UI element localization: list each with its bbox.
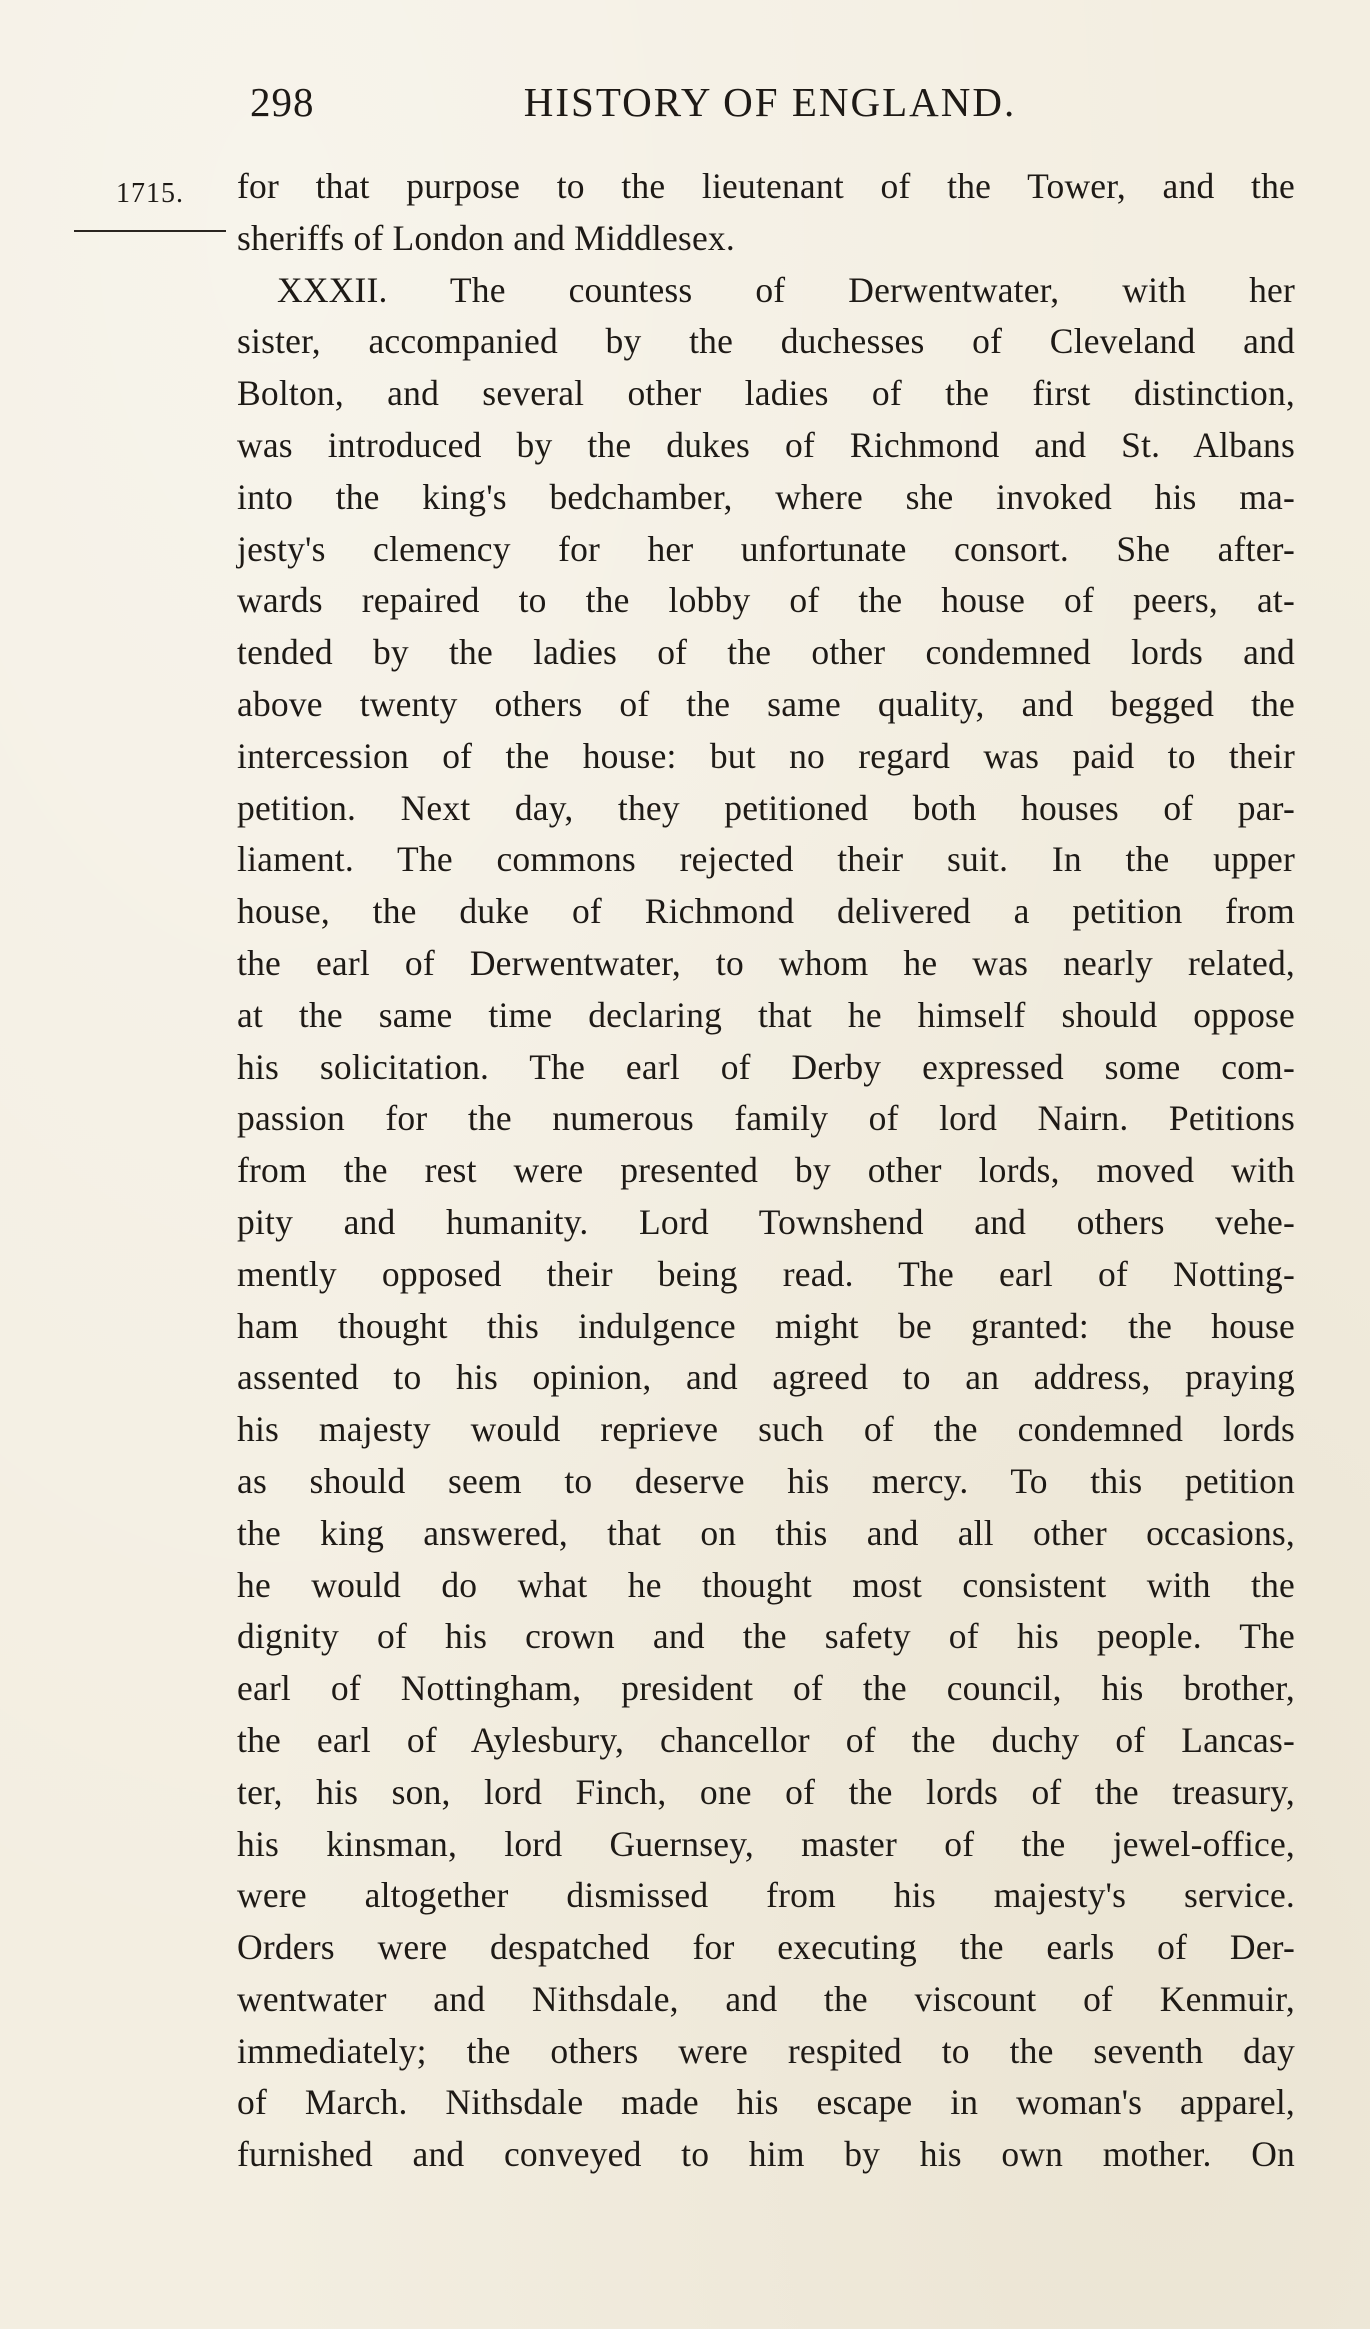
text-line: he would do what he thought most consistent with the bbox=[237, 1564, 1295, 1605]
text-line: from the rest were presented by other lords, moved with bbox=[237, 1150, 1295, 1191]
text-line: immediately; the others were respited to the seventh day bbox=[237, 2030, 1295, 2071]
text-line: house, the duke of Richmond delivered a petition from bbox=[237, 891, 1295, 932]
text-line: assented to his opinion, and agreed to an address, praying bbox=[237, 1357, 1295, 1398]
text-line: above twenty others of the same quality, and begged the bbox=[237, 683, 1295, 724]
text-line: sister, accompanied by the duchesses of Cleveland and bbox=[237, 321, 1295, 362]
text-line: earl of Nottingham, president of the council, his brother, bbox=[237, 1668, 1295, 1709]
text-line: the earl of Derwentwater, to whom he was nearly related, bbox=[237, 942, 1295, 983]
text-line: was introduced by the dukes of Richmond and St. Albans bbox=[237, 424, 1295, 465]
text-line: furnished and conveyed to him by his own mother. On bbox=[237, 2134, 1295, 2175]
margin-rule bbox=[74, 230, 226, 232]
body-text bbox=[237, 161, 1295, 2181]
text-line: dignity of his crown and the safety of his people. The bbox=[237, 1616, 1295, 1657]
text-line: ham thought this indulgence might be granted: the house bbox=[237, 1305, 1295, 1346]
running-head bbox=[240, 78, 1300, 138]
text-line: liament. The commons rejected their suit. In the upper bbox=[237, 839, 1295, 880]
text-line: wentwater and Nithsdale, and the viscount of Kenmuir, bbox=[237, 1978, 1295, 2019]
text-line: petition. Next day, they petitioned both houses of par- bbox=[237, 787, 1295, 828]
text-line: pity and humanity. Lord Townshend and others vehe- bbox=[237, 1201, 1295, 1242]
text-line: jesty's clemency for her unfortunate consort. She after- bbox=[237, 528, 1295, 569]
text-line: for that purpose to the lieutenant of the Tower, and the bbox=[237, 166, 1295, 206]
text-line: Bolton, and several other ladies of the first distinction, bbox=[237, 373, 1295, 414]
text-line: sheriffs of London and Middlesex. bbox=[237, 217, 735, 258]
text-line: were altogether dismissed from his majesty's service. bbox=[237, 1875, 1295, 1916]
text-line: the king answered, that on this and all other occasions, bbox=[237, 1512, 1295, 1553]
page-number: 298 bbox=[250, 79, 315, 125]
text-line: his majesty would reprieve such of the condemned lords bbox=[237, 1409, 1295, 1450]
text-line: at the same time declaring that he himself should oppose bbox=[237, 994, 1295, 1035]
text-line: his kinsman, lord Guernsey, master of the jewel-office, bbox=[237, 1823, 1295, 1864]
text-line: mently opposed their being read. The earl of Notting- bbox=[237, 1253, 1295, 1294]
text-line: the earl of Aylesbury, chancellor of the duchy of Lancas- bbox=[237, 1719, 1295, 1760]
text-line: of March. Nithsdale made his escape in woman's apparel, bbox=[237, 2082, 1295, 2123]
text-line: Orders were despatched for executing the earls of Der- bbox=[237, 1927, 1295, 1968]
running-title: HISTORY OF ENGLAND. bbox=[523, 79, 1017, 125]
text-line: passion for the numerous family of lord Nairn. Petitions bbox=[237, 1098, 1295, 1139]
text-line: wards repaired to the lobby of the house of peers, at- bbox=[237, 580, 1295, 621]
text-line: XXXII. The countess of Derwentwater, with her bbox=[277, 269, 1295, 310]
text-line: into the king's bedchamber, where she invoked his ma- bbox=[237, 476, 1295, 517]
text-line: tended by the ladies of the other condemned lords and bbox=[237, 632, 1295, 673]
text-line: intercession of the house: but no regard was paid to their bbox=[237, 735, 1295, 776]
margin-year-note: 1715. bbox=[116, 178, 184, 209]
text-line: his solicitation. The earl of Derby expressed some com- bbox=[237, 1046, 1295, 1087]
text-line: as should seem to deserve his mercy. To this petition bbox=[237, 1460, 1295, 1501]
text-line: ter, his son, lord Finch, one of the lords of the treasury, bbox=[237, 1771, 1295, 1812]
